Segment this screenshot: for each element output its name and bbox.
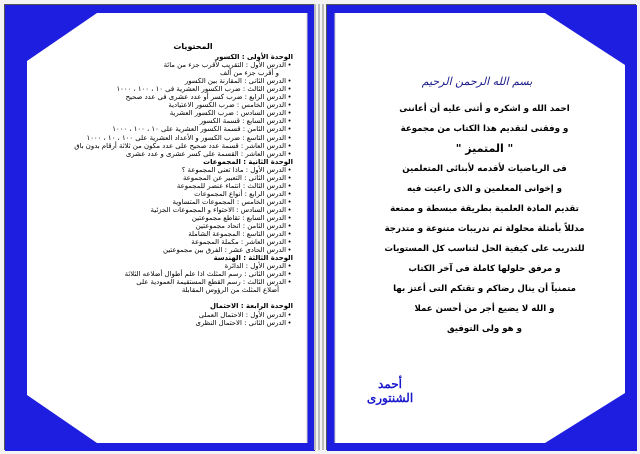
bullet-icon: • [287,213,292,222]
toc-lesson-item [93,311,293,319]
toc-line-text: الدرس الثامن : اتحاد مجموعتين [195,222,286,231]
toc-line-text: الدرس الثانى : التعبير عن المجموعة [182,173,286,182]
toc-line-text: الوحدة الأولى : الكسور [215,53,293,62]
bullet-icon: • [287,125,292,134]
bullet-icon: • [287,61,292,70]
toc-lesson-item [93,166,293,174]
basmala-calligraphy: بسم الله الرحمن الرحيم [421,75,533,88]
intro-line: و مرفق حلولها كاملة فى آخر الكتاب [408,264,561,274]
intro-line: متمنياً أن ينال رضاكم و تقتكم التى أعتز بها [393,284,576,294]
toc-line-text: الدرس الثانى : الاحتمال النظرى [195,318,286,327]
toc-lesson-item [93,206,293,214]
intro-line: و وفقنى لتقديم هذا الكتاب من مجموعة [400,124,569,134]
bullet-icon: • [287,165,292,174]
intro-line: احمد الله و اشكره و أثنى عليه أن أعاننى [399,104,570,114]
toc-line-text: الدرس الرابع : أنواع المجموعات [194,189,286,198]
toc-lesson-item [93,101,293,109]
toc-lesson-item [93,190,293,198]
author-signature: أحمد الشنتورى [366,377,414,405]
toc-list [74,53,293,327]
toc-line-text: الدرس العاشر : مكملة المجموعة [191,238,286,247]
contents-page [4,4,314,450]
book-spine [314,4,326,450]
toc-line-text: الدرس الثانى : رسم المثلث اذا علم أطوال أضلاعه الثلاثة [124,270,286,279]
toc-unit-heading [93,53,293,61]
toc-lesson-item [93,270,293,278]
toc-line-text: الدرس السابع : تقاطع مجموعتين [191,213,286,222]
toc-line-text: الوحدة الثالثة : الهندسة [213,254,293,263]
toc-lesson-item [93,69,293,77]
bullet-icon: • [287,93,292,102]
toc-line-text: الدرس الأول : الاحتمال العملى [198,310,286,319]
toc-lesson-item [86,133,293,142]
bullet-icon: • [287,77,292,86]
intro-text [367,73,602,339]
toc-lesson-item [93,77,293,85]
bullet-icon: • [287,189,292,198]
bullet-icon: • [287,310,292,319]
toc-line-text: الدرس السادس : ضرب الكسور العشرية [169,109,286,118]
toc-line-text: الوحدة الثانية : المجموعات [203,157,293,166]
bullet-icon: • [287,101,292,110]
toc-line-text: الدرس الخامس : المجموعات المتساوية [172,197,286,206]
intro-line: و الله لا يضيع أجر من أحسن عملا [414,304,555,314]
bullet-icon: • [287,246,292,255]
intro-lines [367,99,602,339]
bullet-icon: • [287,270,292,279]
toc-lesson-item [93,174,293,182]
toc-line-text: أضلاع المثلث من الرؤوس المقابلة [181,286,279,295]
toc-line-text: الدرس الثامن : قسمة الكسور العشرية على ١٠ ، ١٠٠ ، ١٠٠٠ [112,125,286,134]
toc-lesson-item [93,182,293,190]
bullet-icon: • [287,262,292,271]
table-of-contents [74,42,293,327]
toc-lesson-item [93,198,293,206]
toc-lesson-item [93,238,293,246]
bullet-icon: • [287,109,292,118]
intro-page [326,4,636,450]
bullet-icon: • [287,318,292,327]
toc-line-text: الدرس الخامس : ضرب الكسور الاعتيادية [168,101,286,110]
bullet-icon: • [287,149,292,158]
bullet-icon: • [287,85,292,94]
toc-lesson-item [93,319,293,327]
bullet-icon: • [287,173,292,182]
toc-lesson-item [93,150,293,158]
toc-lesson-item [74,141,293,150]
toc-lesson-item [93,230,293,238]
toc-lesson-item [93,222,293,230]
toc-unit-heading [93,302,293,310]
toc-line-text: الدرس السادس : الاحتواء و المجموعات الجزئية [150,205,286,214]
intro-line: مدللاً بأمثلة محلولة ثم تدريبات متنوعة و متدرجة [384,224,585,234]
toc-spacer [93,294,293,302]
toc-line-text: الدرس الأول : الدائرة [224,262,286,271]
toc-line-text: الدرس التاسع : ضرب الكسور و الأعداد العشرية على ١٠٠ ، ١٠ ، ١٠٠٠ [86,133,286,142]
intro-line: " المتميز " [455,142,514,155]
toc-line-text: الدرس الأول : التقريب لأقرب جزء من مائة [163,61,286,70]
bullet-icon: • [287,181,292,190]
toc-lesson-item [93,246,293,254]
toc-lesson-item [93,109,293,117]
toc-line-text: الدرس العاشر : القسمة على كسر عشرى و عدد عشرى [125,149,286,158]
toc-lesson-item [93,117,293,125]
toc-line-text: الدرس الثانى : المقارنة بين الكسور [184,77,286,86]
toc-line-text: الدرس الثالث : انتماء عنصر للمجموعة [176,181,286,190]
intro-line: و إخوانى المعلمين و الذى راعيت فيه [406,184,563,194]
toc-line-text: الدرس الثالث : ضرب الكسور العشرية فى ١٠ ، ١٠٠ ، ١٠٠٠ [116,85,286,94]
bullet-icon: • [287,197,292,206]
toc-lesson-item [93,61,293,69]
bullet-icon: • [287,238,292,247]
intro-line: للتدريب على كيفية الحل لتناسب كل المستويات [384,244,585,254]
toc-line-text: و أقرب جزء من ألف [220,69,279,78]
toc-line-text: الدرس الأول : ماذا تعنى المجموعة ؟ [181,165,286,174]
intro-line: فى الرياضيات لأقدمه لأبنائى المتعلمين [402,164,567,174]
toc-lesson-item [93,125,293,133]
toc-lesson-item [93,286,293,294]
bullet-icon: • [287,205,292,214]
toc-lesson-item [93,93,293,101]
bullet-icon: • [287,133,292,142]
toc-title: المحتويات [173,42,213,51]
toc-line-text: الوحدة الرابعة : الاحتمال [210,302,293,311]
bullet-icon: • [287,222,292,231]
intro-line: تقديم المادة العلمية بطريقة مبسطة و ممتعة [390,204,579,214]
toc-line-text: الدرس العاشر : قسمة عدد صحيح على عدد مكون من ثلاثة أرقام بدون باق [74,141,286,150]
toc-line-text: الدرس التاسع : المجموعة الشاملة [188,230,286,239]
toc-line-text: الدرس الرابع : ضرب كسر أو عدد عشرى فى عدد صحيح [125,93,286,102]
bullet-icon: • [287,117,292,126]
toc-unit-heading [93,158,293,166]
bullet-icon: • [287,141,292,150]
intro-line: و هو ولى التوفيق [447,324,522,334]
bullet-icon: • [287,230,292,239]
toc-lesson-item [93,214,293,222]
bullet-icon: • [287,278,292,287]
toc-line-text: الدرس الحادى عشر : الفرق بين مجموعتين [162,246,286,255]
toc-line-text: الدرس السابع : قسمة الكسور [199,117,286,126]
toc-line-text: الدرس الثالث : رسم القطع المستقيمة العمودية على [136,278,286,287]
